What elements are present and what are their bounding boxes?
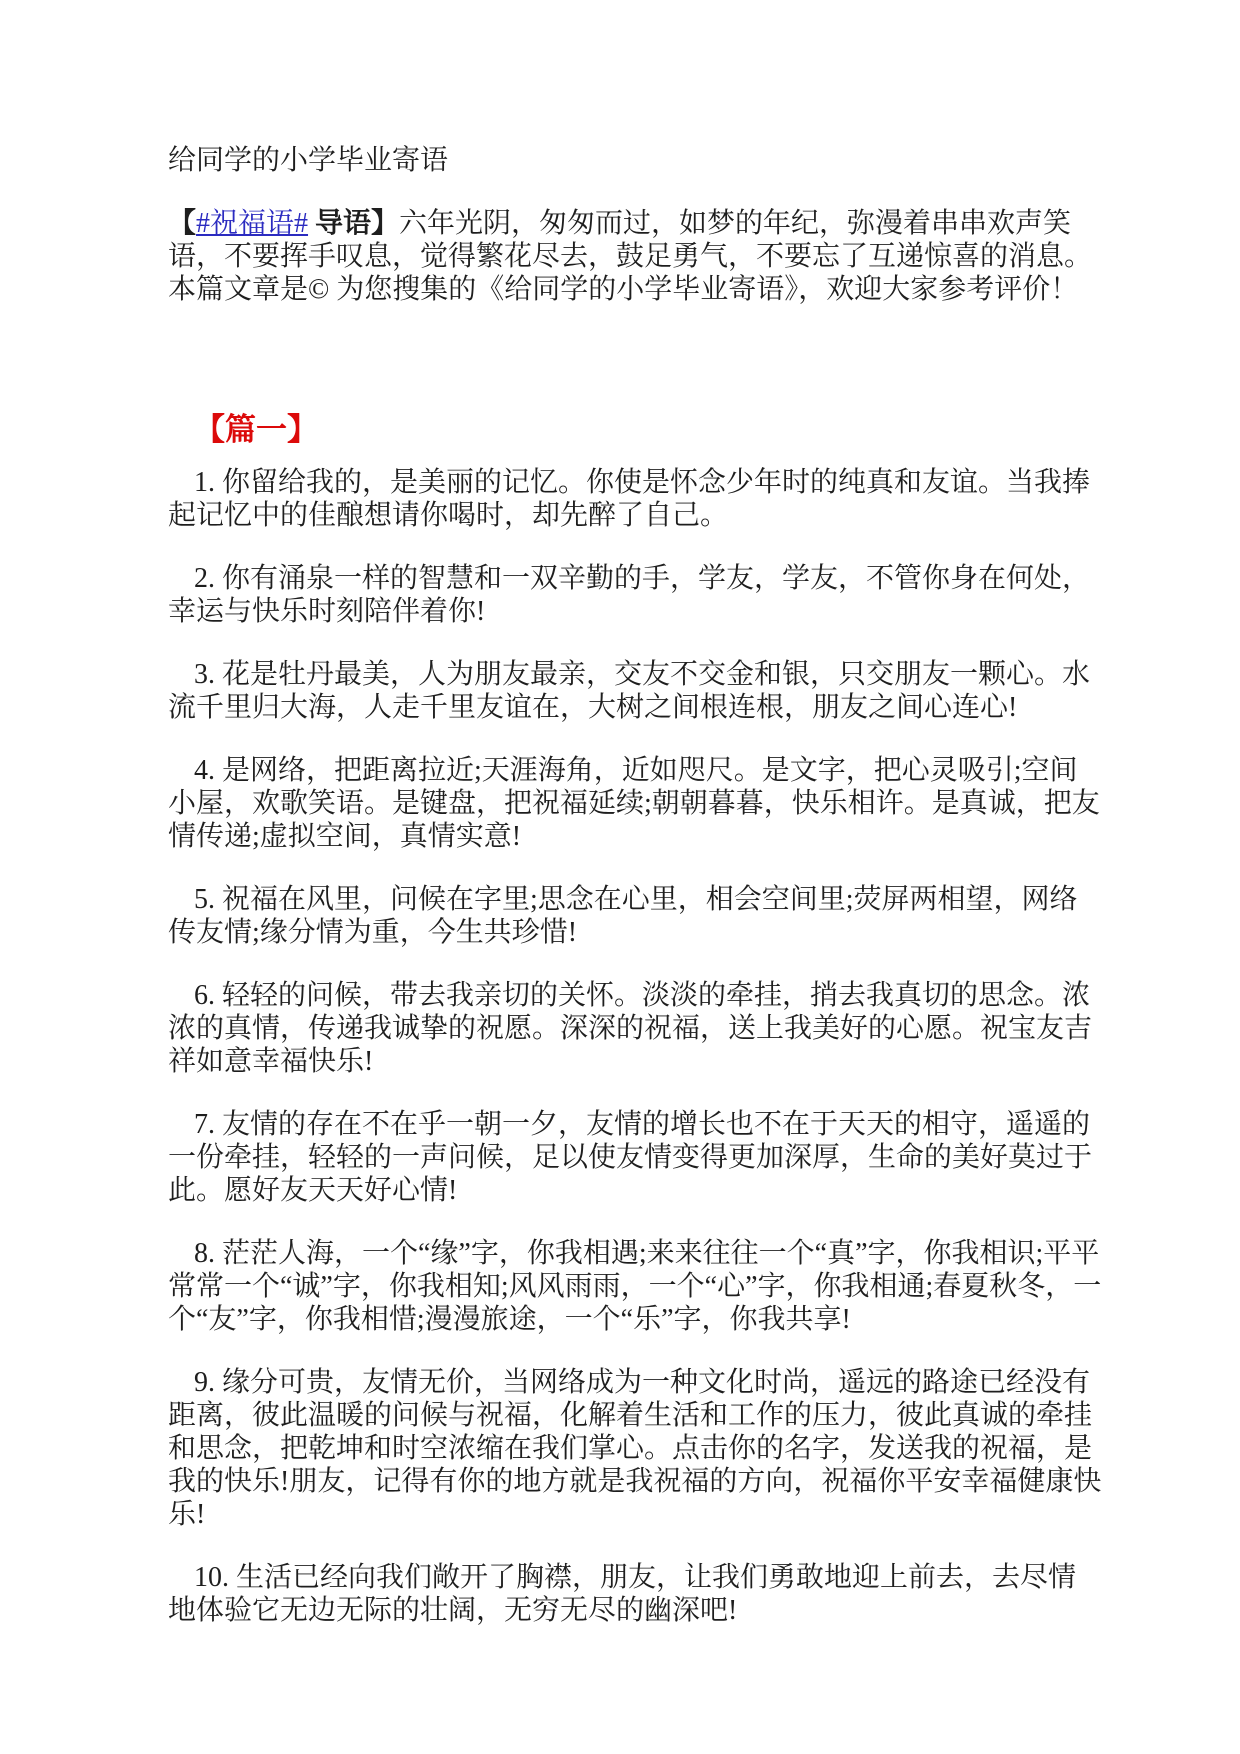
message-item-6: 6. 轻轻的问候，带去我亲切的关怀。淡淡的牵挂，捎去我真切的思念。浓浓的真情，传递我诚挚的祝愿。深深的祝福，送上我美好的心愿。祝宝友吉祥如意幸福快乐! xyxy=(168,980,1093,1077)
intro-lead-label: 导语】 xyxy=(308,208,400,239)
hashtag-link[interactable]: #祝福语# xyxy=(196,208,309,239)
intro-open-bracket: 【 xyxy=(168,208,197,239)
intro-paragraph xyxy=(168,207,1103,306)
page-title: 给同学的小学毕业寄语 xyxy=(168,145,449,176)
message-item-9: 9. 缘分可贵，友情无价，当网络成为一种文化时尚，遥远的路途已经没有距离，彼此温暖的问候与祝福，化解着生活和工作的压力，彼此真诚的牵挂和思念，把乾坤和时空浓缩在我们掌心。点击你的名字，发送我的祝福，是我的快乐!朋友，记得有你的地方就是我祝福的方向，祝福你平安幸福健康快乐! xyxy=(168,1367,1102,1530)
message-item-7: 7. 友情的存在不在乎一朝一夕，友情的增长也不在于天天的相守，遥遥的一份牵挂，轻轻的一声问候，足以使友情变得更加深厚，生命的美好莫过于此。愿好友天天好心情! xyxy=(168,1109,1093,1206)
message-item-4: 4. 是网络，把距离拉近;天涯海角，近如咫尺。是文字，把心灵吸引;空间小屋，欢歌笑语。是键盘，把祝福延续;朝朝暮暮，快乐相许。是真诚，把友情传递;虚拟空间，真情实意! xyxy=(168,755,1100,852)
message-item-2: 2. 你有涌泉一样的智慧和一双辛勤的手，学友，学友，不管你身在何处，幸运与快乐时刻陪伴着你! xyxy=(168,563,1091,627)
message-item-10: 10. 生活已经向我们敞开了胸襟，朋友，让我们勇敢地迎上前去，去尽情地体验它无边无际的壮阔，无穷无尽的幽深吧! xyxy=(168,1562,1077,1626)
message-item-1: 1. 你留给我的，是美丽的记忆。你使是怀念少年时的纯真和友谊。当我捧起记忆中的佳酿想请你喝时，却先醉了自己。 xyxy=(168,467,1091,531)
message-item-5: 5. 祝福在风里，问候在字里;思念在心里，相会空间里;荧屏两相望，网络传友情;缘分情为重，今生共珍惜! xyxy=(168,884,1078,948)
intro-text: 六年光阴，匆匆而过，如梦的年纪，弥漫着串串欢声笑语，不要挥手叹息，觉得繁花尽去，鼓足勇气，不要忘了互递惊喜的消息。本篇文章是© 为您搜集的《给同学的小学毕业寄语》，欢迎大家参考评价！ xyxy=(168,208,1093,305)
message-item-8: 8. 茫茫人海，一个“缘”字，你我相遇;来来往往一个“真”字，你我相识;平平常常一个“诚”字，你我相知;风风雨雨，一个“心”字，你我相通;春夏秋冬，一个“友”字，你我相惜;漫漫旅途，一个“乐”字，你我共享! xyxy=(168,1238,1102,1335)
section-heading: 【篇一】 xyxy=(194,412,318,447)
message-item-3: 3. 花是牡丹最美，人为朋友最亲，交友不交金和银，只交朋友一颗心。水流千里归大海，人走千里友谊在，大树之间根连根，朋友之间心连心! xyxy=(168,659,1091,723)
